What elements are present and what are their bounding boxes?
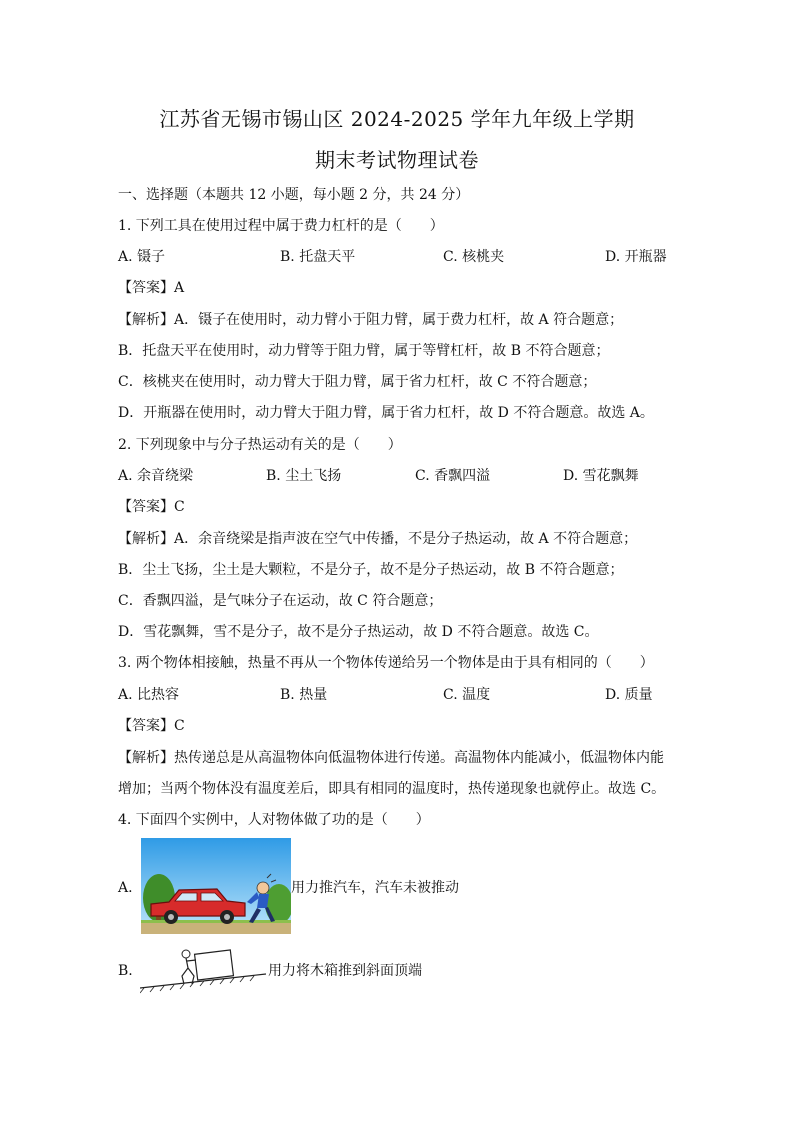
question-3-analysis-1: 【解析】热传递总是从高温物体向低温物体进行传递。高温物体内能减小，低温物体内能 [118,750,664,766]
page-title-line2: 期末考试物理试卷 [315,148,479,172]
question-2-analysis-4: D．雪花飘舞，雪不是分子，故不是分子热运动，故 D 不符合题意。故选 C。 [118,624,599,640]
question-2-answer: 【答案】C [118,499,185,515]
question-3-option-c: C. 温度 [443,687,491,703]
question-1-analysis-2: B．托盘天平在使用时，动力臂等于阻力臂，属于等臂杠杆，故 B 不符合题意； [118,343,610,359]
question-1-option-c: C. 核桃夹 [443,249,505,265]
question-1-option-b: B. 托盘天平 [280,249,356,265]
question-3-analysis-2: 增加；当两个物体没有温度差后，即具有相同的温度时，热传递现象也就停止。故选 C。 [118,781,666,797]
question-3-option-b: B. 热量 [280,687,328,703]
question-2-option-b: B. 尘土飞扬 [266,468,342,484]
question-3-option-d: D. 质量 [605,687,653,703]
question-1-analysis-1: 【解析】A．镊子在使用时，动力臂小于阻力臂，属于费力杠杆，故 A 符合题意； [118,312,624,328]
question-1-stem: 1. 下列工具在使用过程中属于费力杠杆的是（ ） [118,218,444,234]
incline-crate-illustration [140,944,268,994]
question-1-analysis-3: C．核桃夹在使用时，动力臂大于阻力臂，属于省力杠杆，故 C 不符合题意； [118,374,597,390]
question-4-option-b-letter: B. [118,963,133,979]
question-4-option-b-caption: 用力将木箱推到斜面顶端 [268,963,422,979]
question-2-option-d: D. 雪花飘舞 [563,468,639,484]
question-3-stem: 3. 两个物体相接触，热量不再从一个物体传递给另一个物体是由于具有相同的（ ） [118,655,654,671]
question-2-stem: 2. 下列现象中与分子热运动有关的是（ ） [118,437,402,453]
question-2-option-a: A. 余音绕梁 [118,468,194,484]
page-title-line1: 江苏省无锡市锡山区 2024-2025 学年九年级上学期 [159,107,635,131]
question-2-analysis-3: C．香飘四溢，是气味分子在运动，故 C 符合题意； [118,593,443,609]
question-1-analysis-4: D．开瓶器在使用时，动力臂大于阻力臂，属于省力杠杆，故 D 不符合题意。故选 A。 [118,405,654,421]
section-header: 一、选择题（本题共 12 小题，每小题 2 分，共 24 分） [118,187,470,203]
question-1-option-d: D. 开瓶器 [605,249,667,265]
question-2-analysis-1: 【解析】A．余音绕梁是指声波在空气中传播，不是分子热运动，故 A 不符合题意； [118,531,638,547]
question-4-stem: 4. 下面四个实例中，人对物体做了功的是（ ） [118,812,430,828]
car-push-illustration [141,838,291,934]
question-3-answer: 【答案】C [118,718,185,734]
question-3-option-a: A. 比热容 [118,687,180,703]
question-4-option-a-caption: 用力推汽车，汽车未被推动 [291,880,459,896]
question-2-analysis-2: B．尘土飞扬，尘土是大颗粒，不是分子，故不是分子热运动，故 B 不符合题意； [118,562,624,578]
question-4-option-a-letter: A. [118,880,133,896]
question-2-option-c: C. 香飘四溢 [415,468,491,484]
question-1-answer: 【答案】A [118,280,185,296]
question-1-option-a: A. 镊子 [118,249,166,265]
